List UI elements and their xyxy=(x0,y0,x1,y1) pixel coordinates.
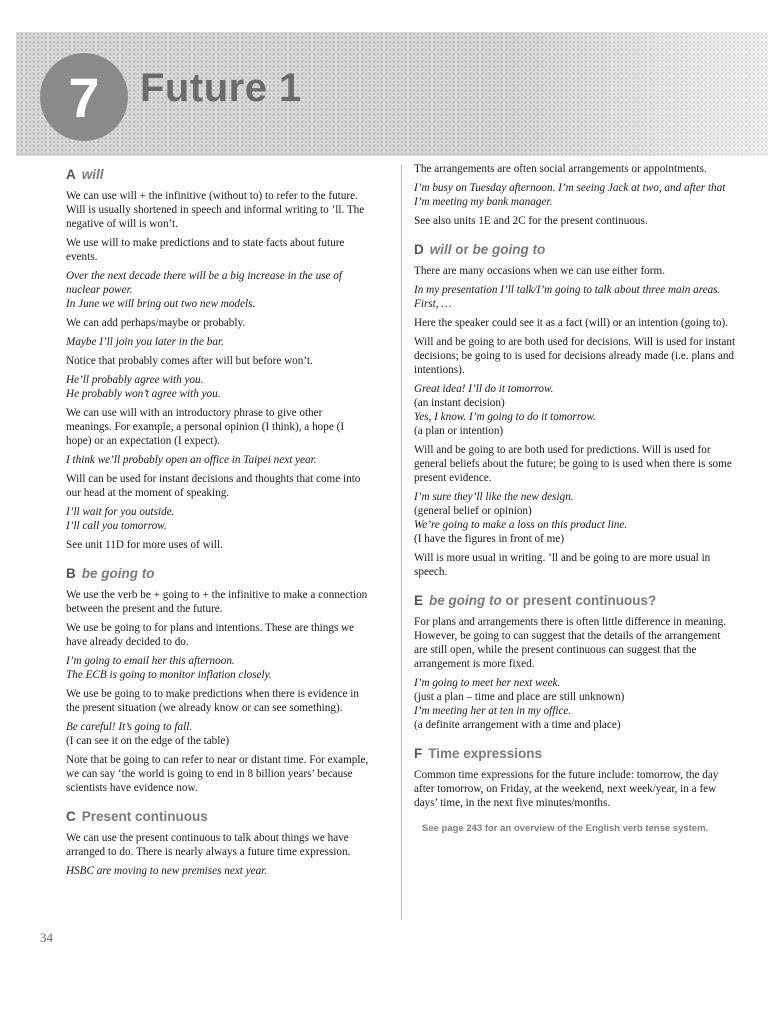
paragraph: We can add perhaps/maybe or probably. xyxy=(66,317,246,329)
example-note: (a definite arrangement with a time and place) xyxy=(414,719,621,731)
example: The ECB is going to monitor inflation closely. xyxy=(66,669,272,681)
chapter-title: Future 1 xyxy=(140,66,302,110)
section-b-heading xyxy=(66,567,370,581)
section-title-part: or present continuous? xyxy=(505,593,657,608)
chapter-number-badge xyxy=(40,53,128,141)
example: I think we’ll probably open an office in Taipei next year. xyxy=(66,454,317,466)
section-letter: D xyxy=(414,242,424,257)
example-note: (I have the figures in front of me) xyxy=(414,533,565,545)
chapter-number: 7 xyxy=(68,65,100,129)
example: He probably won’t agree with you. xyxy=(66,388,221,400)
example: I’m going to meet her next week. xyxy=(414,677,561,689)
paragraph: Note that be going to can refer to near or distant time. For example, we can say ‘the world is going to end in 8 billion years’ because scientists have evidence now. xyxy=(66,754,369,794)
example-note: (I can see it on the edge of the table) xyxy=(66,735,230,747)
paragraph: See unit 11D for more uses of will. xyxy=(66,539,223,551)
example: HSBC are moving to new premises next year. xyxy=(66,865,268,877)
paragraph: Will and be going to are both used for decisions. Will is used for instant decisions; be going to is used for decisions already made (i.e. plans and intentions). xyxy=(414,336,736,376)
example: Yes, I know. I’m going to do it tomorrow. xyxy=(414,411,596,423)
example: We’re going to make a loss on this product line. xyxy=(414,519,628,531)
example: Maybe I’ll join you later in the bar. xyxy=(66,336,224,348)
footnote: See page 243 for an overview of the English verb tense system. xyxy=(422,823,709,834)
section-a-heading xyxy=(66,168,370,182)
example-note: (general belief or opinion) xyxy=(414,505,532,517)
section-title-part: or xyxy=(455,242,469,257)
paragraph: We use will to make predictions and to state facts about future events. xyxy=(66,237,345,263)
paragraph: Common time expressions for the future include: tomorrow, the day after tomorrow, on Friday, at the weekend, next week/year, in a few days’ time, in the next five minutes/months. xyxy=(414,769,719,809)
chapter-banner xyxy=(16,32,768,156)
section-letter: B xyxy=(66,566,76,581)
page-number: 34 xyxy=(40,930,53,945)
section-letter: C xyxy=(66,809,76,824)
paragraph: There are many occasions when we can use either form. xyxy=(414,265,665,277)
paragraph: Notice that probably comes after will but before won’t. xyxy=(66,355,313,367)
paragraph: We can use the present continuous to talk about things we have arranged to do. There is nearly always a future time expression. xyxy=(66,832,351,858)
paragraph: Will is more usual in writing. ’ll and be going to are more usual in speech. xyxy=(414,552,711,578)
example-note: (just a plan – time and place are still unknown) xyxy=(414,691,625,703)
section-title-part: will xyxy=(429,242,452,257)
paragraph: Will can be used for instant decisions and thoughts that come into our head at the moment of speaking. xyxy=(66,473,361,499)
section-title: Present continuous xyxy=(81,809,208,824)
section-letter: E xyxy=(414,593,424,608)
example: I’m busy on Tuesday afternoon. I’m seeing Jack at two, and after that I’m meeting my bank manager. xyxy=(414,182,726,208)
paragraph: The arrangements are often social arrangements or appointments. xyxy=(414,163,707,175)
example: Great idea! I’ll do it tomorrow. xyxy=(414,383,554,395)
section-e-heading xyxy=(414,594,736,608)
paragraph: For plans and arrangements there is often little difference in meaning. However, be going to can suggest that the details of the arrangement are still open, while the present continuous can suggest that the arrangement is more fixed. xyxy=(414,616,727,670)
paragraph: We can use will + the infinitive (without to) to refer to the future. Will is usually shortened in speech and informal writing to ’ll. The negative of will is won’t. xyxy=(66,190,365,230)
section-title-part: be going to xyxy=(429,593,502,608)
example: He’ll probably agree with you. xyxy=(66,374,204,386)
section-c-heading xyxy=(66,810,370,824)
paragraph: We use be going to to make predictions when there is evidence in the present situation (we already know or can see something). xyxy=(66,688,359,714)
example: I’m meeting her at ten in my office. xyxy=(414,705,572,717)
example: I’ll wait for you outside. xyxy=(66,506,175,518)
column-divider xyxy=(401,165,402,920)
section-title: be going to xyxy=(81,566,155,581)
section-title: will xyxy=(81,167,104,182)
paragraph: We can use will with an introductory phrase to give other meanings. For example, a personal opinion (I think), a hope (I hope) or an expectation (I expect). xyxy=(66,407,345,447)
section-d-heading xyxy=(414,243,736,257)
example: I’m sure they’ll like the new design. xyxy=(414,491,574,503)
section-title: Time expressions xyxy=(428,746,543,761)
left-column xyxy=(66,162,370,878)
example-note: (a plan or intention) xyxy=(414,425,504,437)
section-f-heading xyxy=(414,747,736,761)
example: I’m going to email her this afternoon. xyxy=(66,655,235,667)
section-letter: A xyxy=(66,167,76,182)
paragraph: We use the verb be + going to + the infinitive to make a connection between the present and the future. xyxy=(66,589,368,615)
example: I’ll call you tomorrow. xyxy=(66,520,167,532)
banner-fade xyxy=(508,32,768,156)
example: In my presentation I’ll talk/I’m going to talk about three main areas. First, … xyxy=(414,284,721,310)
example: Over the next decade there will be a big increase in the use of nuclear power. xyxy=(66,270,342,296)
right-column xyxy=(414,162,736,836)
section-letter: F xyxy=(414,746,423,761)
section-title-part: be going to xyxy=(472,242,546,257)
paragraph: We use be going to for plans and intentions. These are things we have already decided to do. xyxy=(66,622,355,648)
example: Be careful! It’s going to fall. xyxy=(66,721,193,733)
paragraph: Will and be going to are both used for predictions. Will is used for general beliefs about the future; be going to is used when there is some present evidence. xyxy=(414,444,732,484)
example: In June we will bring out two new models. xyxy=(66,298,256,310)
paragraph: See also units 1E and 2C for the present continuous. xyxy=(414,215,648,227)
paragraph: Here the speaker could see it as a fact (will) or an intention (going to). xyxy=(414,317,729,329)
example-note: (an instant decision) xyxy=(414,397,505,409)
